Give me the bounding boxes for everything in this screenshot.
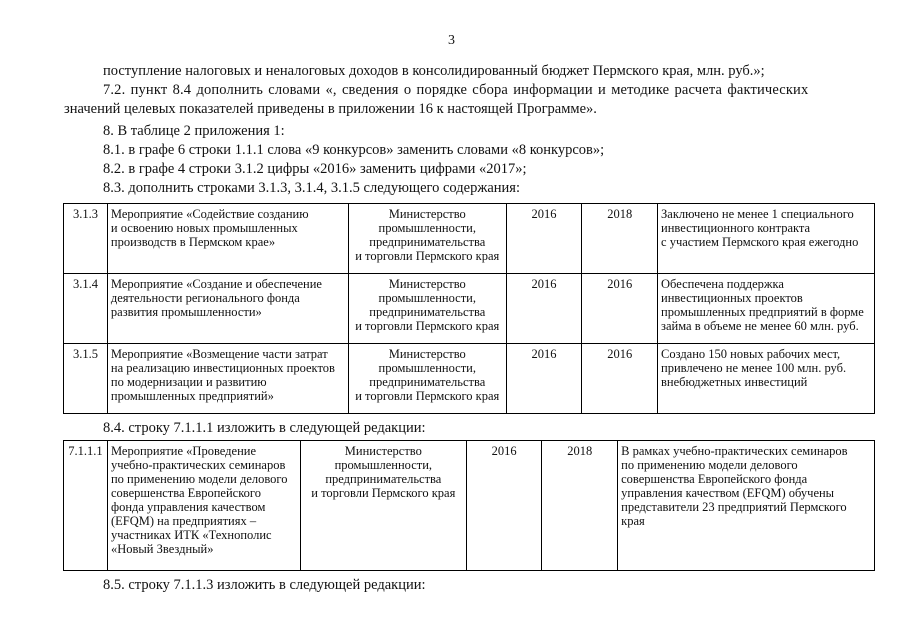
table-row <box>64 204 875 274</box>
result-line: совершенства Европейского фонда <box>621 472 808 486</box>
executor-line: промышленности, <box>378 291 476 305</box>
paragraph-7-2-continued: значений целевых показателей приведены в приложении 16 к настоящей Программе». <box>64 101 597 117</box>
result-line: Заключено не менее 1 специального <box>661 207 854 221</box>
paragraph-8-5: 8.5. строку 7.1.1.3 изложить в следующей редакции: <box>103 577 426 593</box>
event-name-line: Мероприятие «Создание и обеспечение <box>110 277 322 291</box>
result-line: промышленных предприятий в форме <box>661 305 864 319</box>
executor <box>300 441 466 571</box>
executor-line: промышленности, <box>378 361 476 375</box>
event-name-line: участниках ИТК «Технополис <box>110 528 272 542</box>
result-line: края <box>621 514 645 528</box>
result-line: инвестиционных проектов <box>661 291 803 305</box>
event-name <box>107 344 348 414</box>
start-year: 2016 <box>466 441 542 571</box>
executor-line: и торговли Пермского края <box>355 389 500 403</box>
row-number: 3.1.5 <box>64 344 108 414</box>
executor-line: Министерство <box>388 347 466 361</box>
table-row-7-1-1-1 <box>63 440 875 571</box>
table-row <box>64 441 875 571</box>
end-year: 2016 <box>582 274 658 344</box>
result <box>618 441 875 571</box>
paragraph-8: 8. В таблице 2 приложения 1: <box>103 123 285 139</box>
table-additional-rows <box>63 203 875 414</box>
executor-line: предпринимательства <box>325 472 442 486</box>
event-name-line: деятельности регионального фонда <box>110 291 300 305</box>
end-year: 2018 <box>542 441 618 571</box>
start-year: 2016 <box>506 344 582 414</box>
result-line: привлечено не менее 100 млн. руб. <box>661 361 847 375</box>
event-name-line: Мероприятие «Содействие созданию <box>110 207 309 221</box>
executor-line: Министерство <box>388 207 466 221</box>
start-year: 2016 <box>506 274 582 344</box>
paragraph-8-3: 8.3. дополнить строками 3.1.3, 3.1.4, 3.1.5 следующего содержания: <box>103 180 520 196</box>
event-name-line: (EFQM) на предприятиях – <box>110 514 257 528</box>
event-name-line: на реализацию инвестиционных проектов <box>110 361 335 375</box>
event-name-line: Мероприятие «Проведение <box>110 444 256 458</box>
event-name-line: учебно-практических семинаров <box>110 458 286 472</box>
result-line: займа в объеме не менее 60 млн. руб. <box>661 319 859 333</box>
executor-line: и торговли Пермского края <box>355 319 500 333</box>
result <box>658 204 875 274</box>
executor <box>348 274 506 344</box>
table-row <box>64 274 875 344</box>
end-year: 2016 <box>582 344 658 414</box>
end-year: 2018 <box>582 204 658 274</box>
event-name-line: развития промышленности» <box>110 305 262 319</box>
result-line: В рамках учебно-практических семинаров <box>621 444 848 458</box>
event-name <box>107 441 300 571</box>
result-line: по применению модели делового <box>621 458 798 472</box>
table-row <box>64 344 875 414</box>
event-name <box>107 204 348 274</box>
result-line: внебюджетных инвестиций <box>661 375 808 389</box>
executor-line: промышленности, <box>334 458 433 472</box>
executor-line: и торговли Пермского края <box>355 249 500 263</box>
executor-line: и торговли Пермского края <box>311 486 456 500</box>
event-name-line: совершенства Европейского <box>110 486 261 500</box>
start-year: 2016 <box>506 204 582 274</box>
paragraph-tax-revenue: поступление налоговых и неналоговых доходов в консолидированный бюджет Пермского края, млн. руб.»; <box>103 63 765 79</box>
event-name-line: промышленных предприятий» <box>110 389 274 403</box>
row-number: 3.1.3 <box>64 204 108 274</box>
executor <box>348 204 506 274</box>
event-name-line: фонда управления качеством <box>110 500 266 514</box>
executor-line: Министерство <box>388 277 466 291</box>
page-number: 3 <box>448 33 455 48</box>
result-line: Создано 150 новых рабочих мест, <box>661 347 841 361</box>
executor-line: промышленности, <box>378 221 476 235</box>
event-name-line: «Новый Звездный» <box>110 542 214 556</box>
event-name-line: по модернизации и развитию <box>110 375 267 389</box>
event-name-line: Мероприятие «Возмещение части затрат <box>110 347 328 361</box>
event-name-line: по применению модели делового <box>110 472 288 486</box>
row-number: 7.1.1.1 <box>64 441 108 571</box>
paragraph-7-2: 7.2. пункт 8.4 дополнить словами «, сведения о порядке сбора информации и методике расчета фактических <box>103 82 809 98</box>
paragraph-8-2: 8.2. в графе 4 строки 3.1.2 цифры «2016» заменить цифрами «2017»; <box>103 161 527 177</box>
paragraph-8-1: 8.1. в графе 6 строки 1.1.1 слова «9 конкурсов» заменить словами «8 конкурсов»; <box>103 142 605 158</box>
result-line: инвестиционного контракта <box>661 221 811 235</box>
result <box>658 274 875 344</box>
executor-line: Министерство <box>344 444 422 458</box>
executor-line: предпринимательства <box>369 375 486 389</box>
result-line: представители 23 предприятий Пермского <box>621 500 847 514</box>
executor-line: предпринимательства <box>369 235 486 249</box>
event-name-line: и освоению новых промышленных <box>110 221 298 235</box>
result-line: с участием Пермского края ежегодно <box>661 235 859 249</box>
result <box>658 344 875 414</box>
executor-line: предпринимательства <box>369 305 486 319</box>
paragraph-8-4: 8.4. строку 7.1.1.1 изложить в следующей редакции: <box>103 420 426 436</box>
row-number: 3.1.4 <box>64 274 108 344</box>
result-line: Обеспечена поддержка <box>661 277 784 291</box>
event-name-line: производств в Пермском крае» <box>110 235 276 249</box>
executor <box>348 344 506 414</box>
event-name <box>107 274 348 344</box>
result-line: управления качеством (EFQM) обучены <box>621 486 835 500</box>
